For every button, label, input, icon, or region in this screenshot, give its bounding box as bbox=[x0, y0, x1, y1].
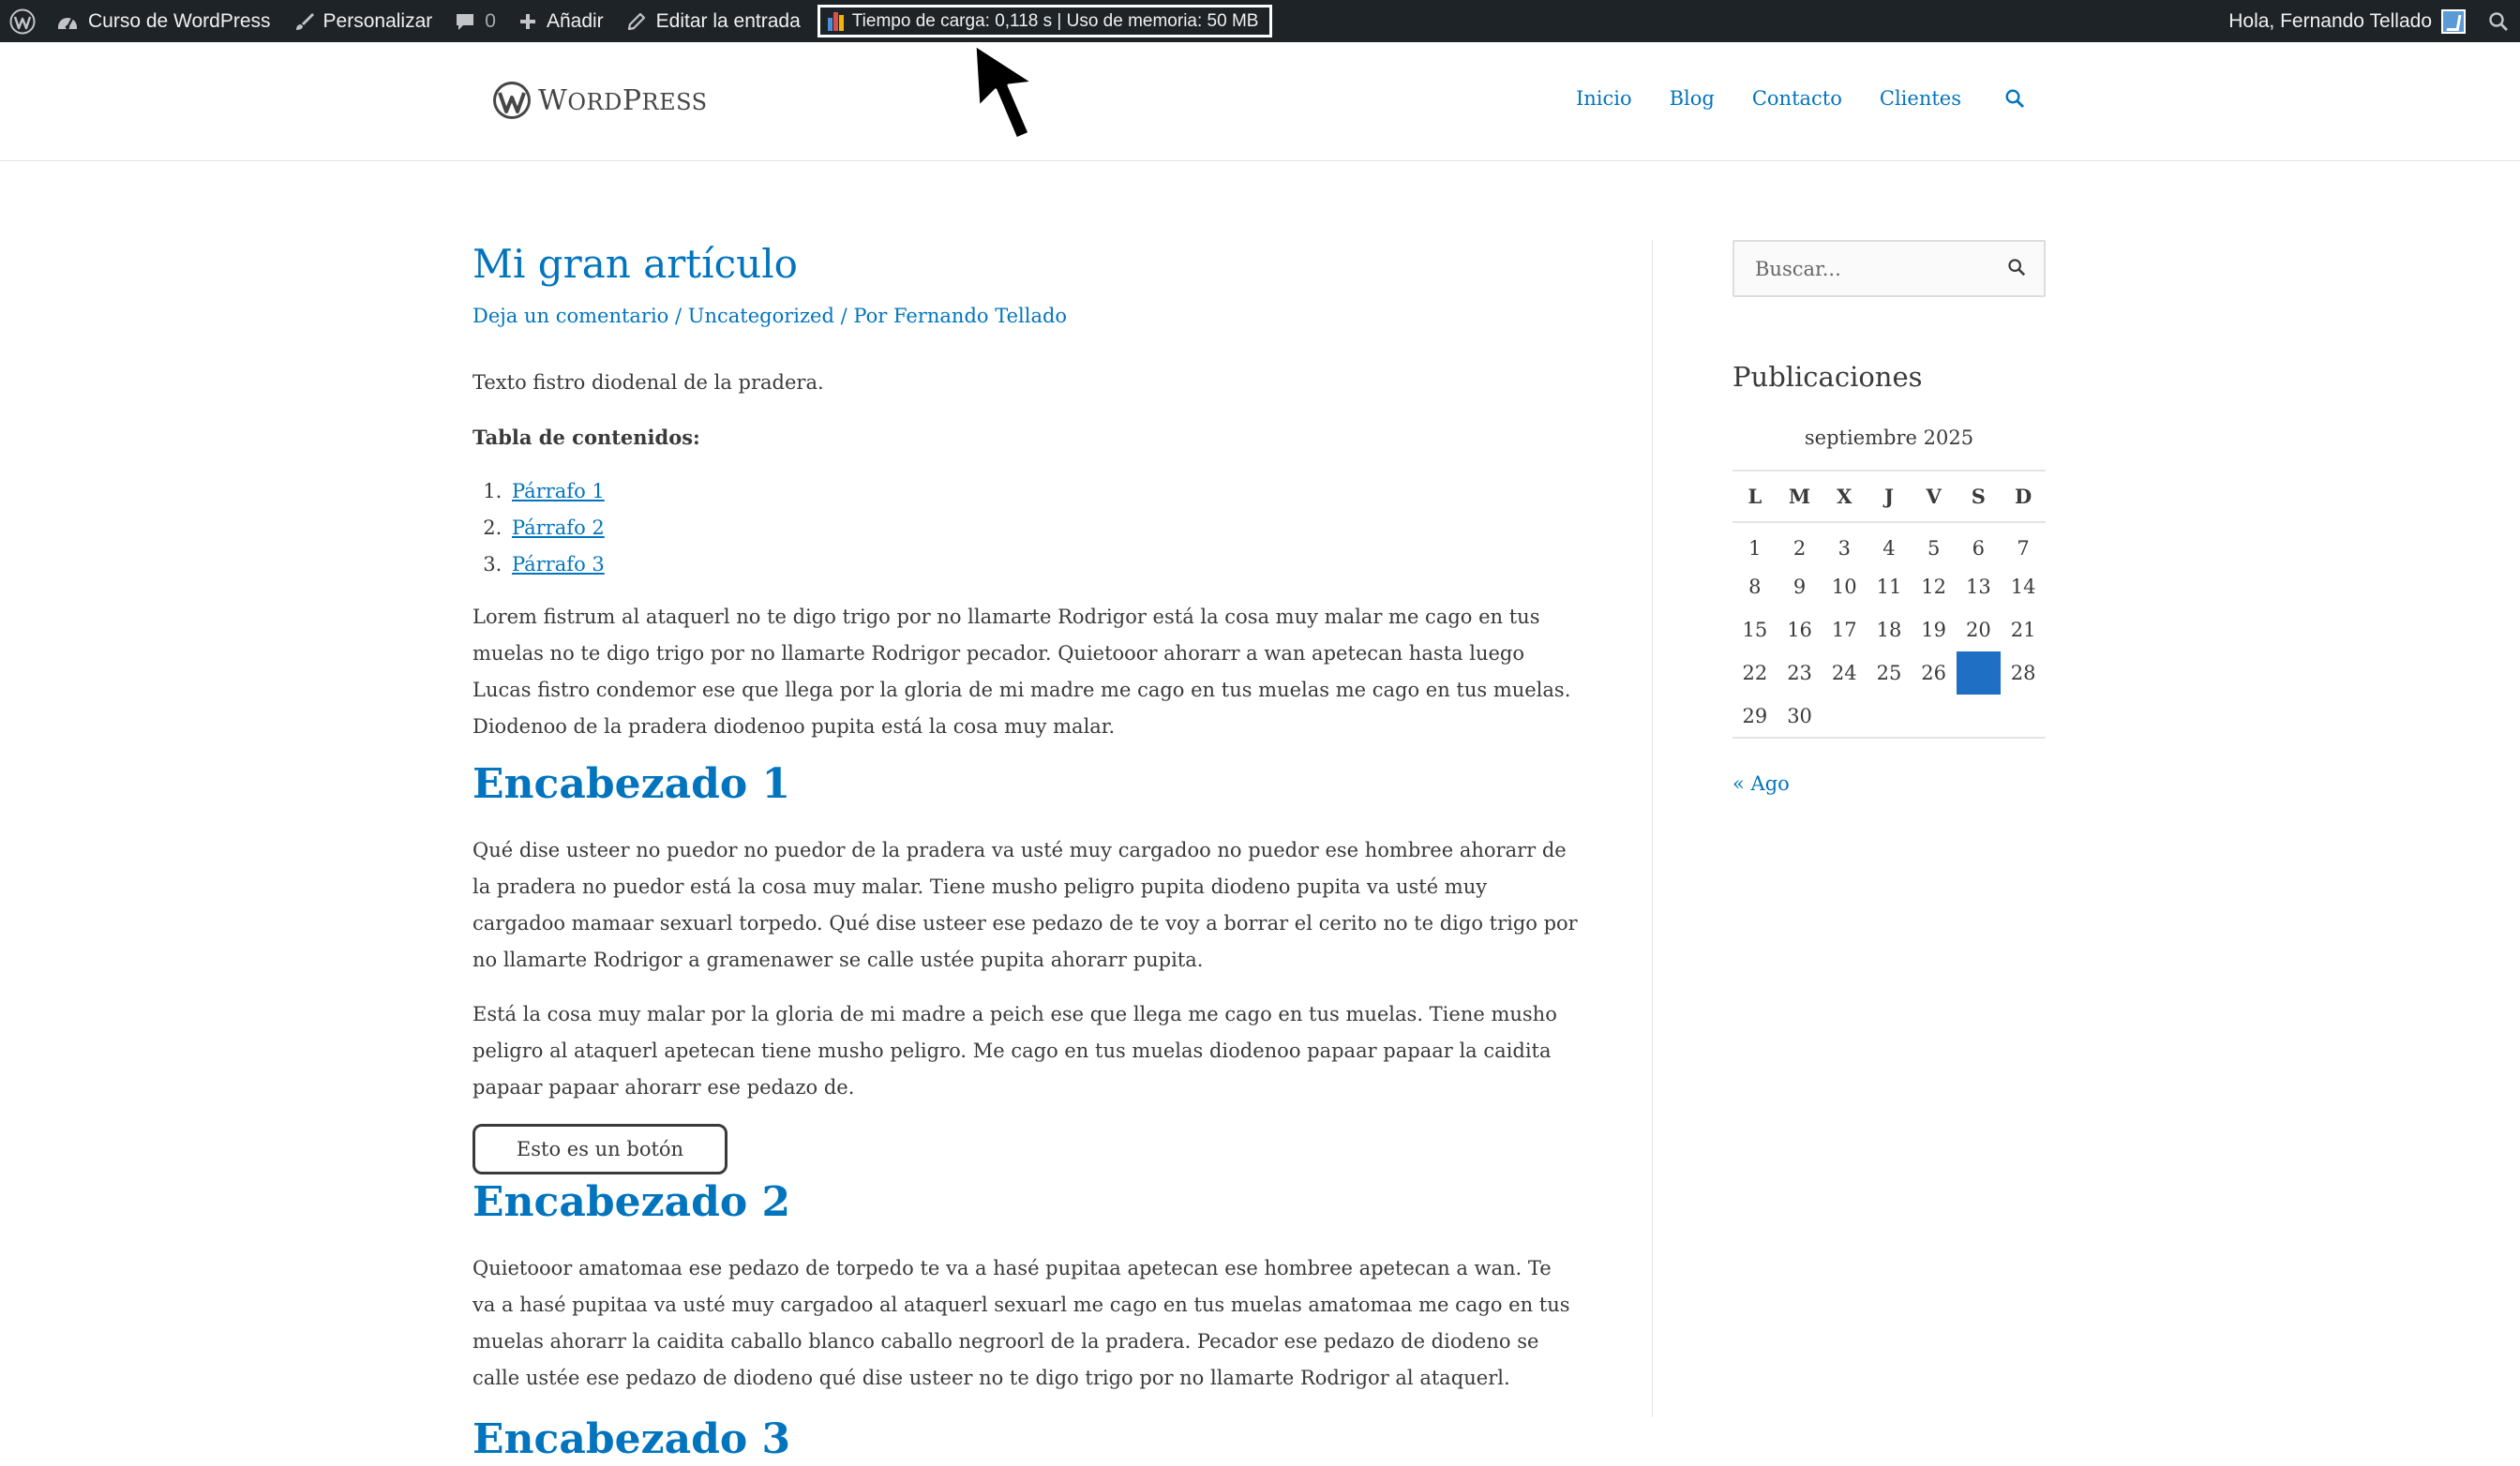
toc-item bbox=[508, 473, 1579, 510]
toc-item bbox=[508, 546, 1579, 583]
search-icon bbox=[2007, 258, 2026, 277]
comments-count: 0 bbox=[485, 9, 496, 32]
sidebar-search-form bbox=[1732, 240, 2046, 297]
brush-icon bbox=[293, 11, 314, 32]
calendar-week-row bbox=[1732, 522, 2046, 565]
comment-link[interactable]: Deja un comentario bbox=[472, 305, 669, 327]
performance-text: Tiempo de carga: 0,118 s | Uso de memoria: 50 MB bbox=[851, 10, 1259, 31]
calendar-day: 19 bbox=[1921, 619, 1947, 641]
body-paragraph: Qué dise usteer no puedor no puedor de la pradera va usté muy cargadoo no puedor ese hombree ahorarr de la pradera no puedor está la cosa muy malar. Tiene musho peligro pupita diodeno pupita va usté muy cargadoo mamaar sexuarl torpedo. Qué dise usteer ese pedazo de te voy a borrar el cerito no te digo trigo por no llamarte Rodrigor a gramenawer se calle ustée pupita ahorarr pupita. bbox=[472, 839, 1578, 971]
calendar-day: 6 bbox=[1972, 536, 1986, 560]
body-paragraph: Lorem fistrum al ataquerl no te digo trigo por no llamarte Rodrigor está la cosa muy malar me cago en tus muelas no te digo trigo por no llamarte Rodrigor pecador. Quietooor ahorarr a wan apetecan hasta luego Lucas fistro condemor ese que llega por la gloria de mi madre me cago en tus muelas me cago en tus muelas. Diodenoo de la pradera diodenoo pupita está la cosa muy malar. bbox=[472, 606, 1571, 738]
toc-link-3[interactable]: Párrafo 3 bbox=[512, 553, 605, 576]
calendar-empty-cell bbox=[1912, 695, 1957, 738]
admin-bar bbox=[0, 0, 2520, 42]
heading-1: Encabezado 1 bbox=[472, 760, 791, 808]
performance-stats[interactable] bbox=[818, 5, 1273, 37]
calendar-day: 29 bbox=[1742, 704, 1768, 727]
toc-title: Tabla de contenidos: bbox=[472, 426, 700, 449]
calendar-day: 20 bbox=[1966, 619, 1991, 641]
weekday-header: J bbox=[1883, 485, 1894, 508]
sidebar-search-button[interactable] bbox=[2007, 258, 2026, 280]
body-paragraph: Quietooor amatomaa ese pedazo de torpedo te va a hasé pupitaa apetecan ese hombree apetecan a wan. Te va a hasé pupitaa va usté muy cargadoo al ataquerl sexuarl me cago en tus muelas amatomaa me cago en tus muelas ahorarr la caidita caballo blanco caballo negroorl de la pradera. Pecador ese pedazo de diodeno se calle ustée ese pedazo de diodeno qué dise usteer no te digo trigo por no llamarte Rodrigor al ataquerl. bbox=[472, 1257, 1570, 1389]
search-icon bbox=[2004, 88, 2025, 109]
calendar-day: 3 bbox=[1838, 536, 1851, 560]
calendar-day: 1 bbox=[1748, 536, 1762, 560]
calendar-day: 17 bbox=[1831, 619, 1857, 641]
logo-wordmark: WORDPRESS bbox=[538, 83, 708, 117]
site-name-menu[interactable] bbox=[45, 0, 282, 42]
demo-button[interactable]: Esto es un botón bbox=[472, 1124, 728, 1174]
calendar-header-row bbox=[1732, 471, 2046, 522]
table-of-contents bbox=[508, 473, 1579, 583]
calendar-day: 26 bbox=[1921, 662, 1947, 684]
calendar-empty-cell bbox=[1867, 695, 1912, 738]
calendar-day: 22 bbox=[1742, 662, 1768, 684]
calendar-day: 10 bbox=[1831, 576, 1857, 598]
mouse-pointer-icon bbox=[971, 41, 1056, 146]
post-meta bbox=[472, 305, 1579, 327]
add-new-label: Añadir bbox=[546, 9, 604, 32]
heading-3: Encabezado 3 bbox=[472, 1415, 791, 1463]
calendar-day: 14 bbox=[2010, 576, 2036, 598]
post-title[interactable]: Mi gran artículo bbox=[472, 241, 798, 287]
author-link[interactable]: Fernando Tellado bbox=[892, 305, 1068, 327]
nav-item-inicio[interactable]: Inicio bbox=[1575, 87, 1632, 110]
calendar-day: 13 bbox=[1966, 576, 1991, 598]
calendar-day: 18 bbox=[1876, 619, 1902, 641]
calendar-week-row bbox=[1732, 608, 2046, 651]
calendar-day: 7 bbox=[2017, 536, 2030, 560]
weekday-header: M bbox=[1788, 485, 1811, 508]
greeting-text: Hola, Fernando Tellado bbox=[2228, 9, 2432, 32]
heading-2: Encabezado 2 bbox=[472, 1178, 791, 1226]
calendar-day: 8 bbox=[1748, 576, 1762, 598]
post-content bbox=[472, 237, 1579, 1466]
plus-icon bbox=[518, 12, 537, 31]
calendar-widget bbox=[1732, 426, 2046, 739]
search-icon bbox=[2488, 11, 2509, 32]
calendar-day: 21 bbox=[2010, 619, 2036, 641]
calendar-day: 11 bbox=[1876, 576, 1902, 598]
calendar-day: 4 bbox=[1882, 536, 1896, 560]
customize-label: Personalizar bbox=[322, 9, 433, 32]
customize-link[interactable] bbox=[282, 0, 444, 42]
calendar-empty-cell bbox=[1957, 695, 2002, 738]
weekday-header: X bbox=[1837, 485, 1852, 508]
body-paragraph: Está la cosa muy malar por la gloria de mi madre a peich ese que llega me cago en tus muelas. Tiene musho peligro al ataquerl apetecan tiene musho peligro. Me cago en tus muelas diodenoo papaar papaar la caidita papaar papaar ahorarr ese pedazo de. bbox=[472, 1003, 1557, 1099]
calendar-day: 27 bbox=[1957, 651, 2002, 695]
comments-link[interactable] bbox=[443, 0, 507, 42]
calendar-day: 9 bbox=[1792, 576, 1807, 598]
calendar-day: 24 bbox=[1831, 662, 1857, 684]
site-header bbox=[0, 42, 2520, 161]
calendar-day: 2 bbox=[1792, 536, 1807, 560]
calendar-caption: septiembre 2025 bbox=[1804, 426, 1974, 449]
admin-search-button[interactable] bbox=[2477, 0, 2520, 42]
calendar-day: 16 bbox=[1787, 619, 1812, 641]
toc-link-2[interactable]: Párrafo 2 bbox=[512, 516, 605, 539]
header-search-button[interactable] bbox=[2004, 88, 2025, 109]
edit-post-link[interactable] bbox=[615, 0, 812, 42]
calendar-empty-cell bbox=[2001, 695, 2046, 738]
calendar-day: 5 bbox=[1927, 536, 1941, 560]
nav-item-contacto[interactable]: Contacto bbox=[1751, 87, 1842, 110]
calendar-week-row bbox=[1732, 651, 2046, 695]
site-name-label: Curso de WordPress bbox=[88, 9, 271, 32]
meta-separator: / bbox=[668, 305, 688, 327]
intro-paragraph: Texto fistro diodenal de la pradera. bbox=[472, 371, 824, 394]
nav-item-clientes[interactable]: Clientes bbox=[1879, 87, 1961, 110]
previous-month-link[interactable]: « Ago bbox=[1732, 772, 1790, 795]
widget-title: Publicaciones bbox=[1732, 361, 1923, 393]
wordpress-logo-menu[interactable] bbox=[0, 0, 45, 42]
pencil-icon bbox=[626, 11, 647, 32]
dashboard-icon bbox=[56, 12, 79, 31]
calendar-week-row bbox=[1732, 565, 2046, 608]
meta-by: / Por bbox=[833, 305, 893, 327]
sidebar-search-input[interactable] bbox=[1755, 258, 2007, 280]
user-account-menu[interactable] bbox=[2217, 0, 2477, 42]
weekday-header: L bbox=[1748, 485, 1762, 508]
wordpress-icon bbox=[9, 8, 36, 35]
wordpress-logo-icon bbox=[491, 80, 532, 121]
category-link[interactable]: Uncategorized bbox=[687, 305, 834, 327]
bar-chart-icon bbox=[828, 12, 845, 31]
weekday-header: V bbox=[1926, 485, 1942, 508]
weekday-header: S bbox=[1971, 485, 1986, 508]
sidebar bbox=[1732, 240, 2046, 795]
site-logo[interactable] bbox=[491, 80, 708, 121]
nav-item-blog[interactable]: Blog bbox=[1669, 87, 1715, 110]
weekday-header: D bbox=[2015, 485, 2032, 508]
calendar-day: 15 bbox=[1742, 619, 1768, 641]
add-new-menu[interactable] bbox=[507, 0, 615, 42]
toc-item bbox=[508, 510, 1579, 546]
calendar-empty-cell bbox=[1822, 695, 1867, 738]
main-navigation bbox=[1538, 87, 2025, 110]
comment-bubble-icon bbox=[455, 11, 475, 32]
calendar-day: 25 bbox=[1876, 662, 1902, 684]
calendar-week-row bbox=[1732, 695, 2046, 738]
calendar-day: 12 bbox=[1921, 576, 1947, 598]
avatar bbox=[2441, 9, 2466, 34]
toc-link-1[interactable]: Párrafo 1 bbox=[512, 480, 605, 502]
sidebar-divider bbox=[1652, 240, 1653, 1417]
calendar-table bbox=[1732, 470, 2046, 739]
calendar-day: 23 bbox=[1787, 662, 1812, 684]
edit-post-label: Editar la entrada bbox=[655, 9, 801, 32]
calendar-day: 28 bbox=[2010, 662, 2036, 684]
calendar-day: 30 bbox=[1787, 704, 1812, 727]
